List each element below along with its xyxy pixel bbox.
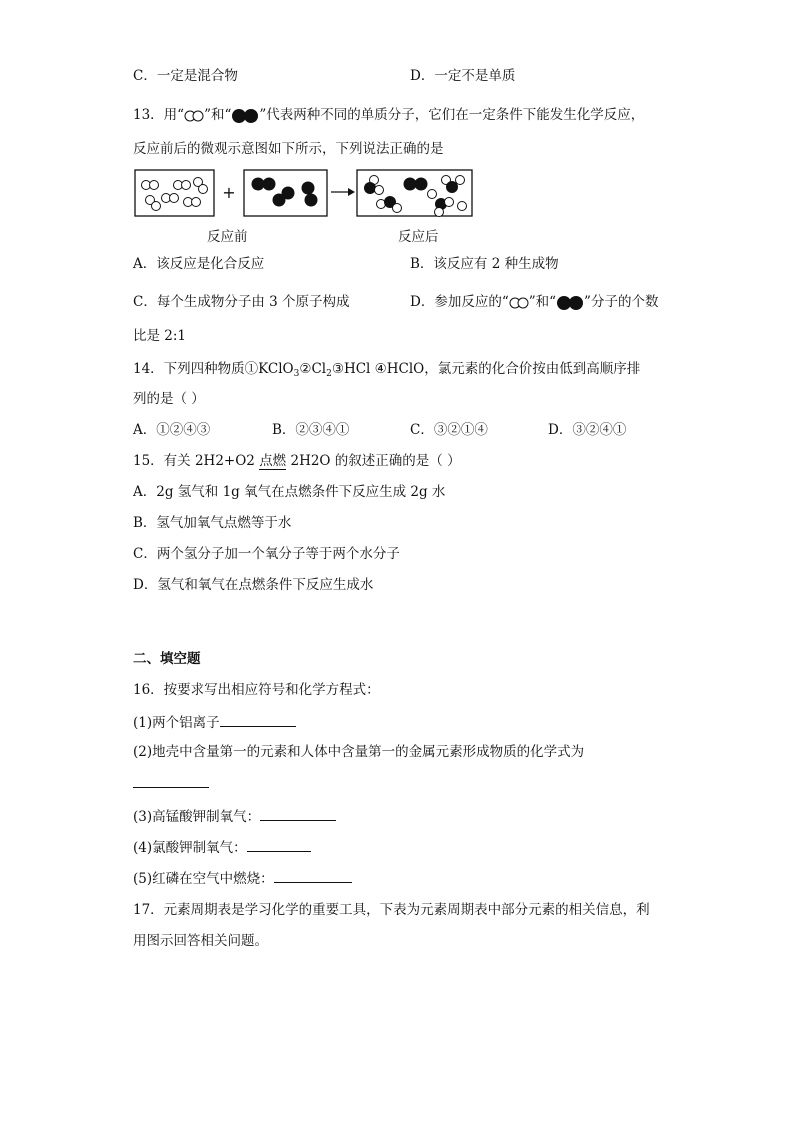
white-molecule-icon: [509, 297, 529, 309]
q13-stem-line2: 反应前后的微观示意图如下所示，下列说法正确的是: [133, 141, 444, 157]
q12-option-c: C．一定是混合物: [133, 68, 238, 84]
q15-option-a: A．2g 氢气和 1g 氧气在点燃条件下反应生成 2g 水: [133, 484, 446, 500]
label-before: 反应前: [207, 229, 248, 245]
q13-option-a: A．该反应是化合反应: [133, 256, 265, 272]
q14-stem-line2: 列的是（ ）: [133, 391, 205, 407]
black-molecule-icon: [556, 295, 584, 311]
q13-option-c: C．每个生成物分子由 3 个原子构成: [133, 294, 350, 310]
q16-part5: (5)红磷在空气中燃烧：: [133, 868, 352, 888]
q14-option-b: B．②③④①: [272, 422, 350, 438]
q16-part2: (2)地壳中含量第一的元素和人体中含量第一的金属元素形成物质的化学式为: [133, 744, 585, 760]
q13-option-d: D．参加反应的“ ”和“ ”分子的个数: [410, 294, 659, 310]
label-after: 反应后: [398, 229, 439, 245]
q13-option-b: B．该反应有 2 种生成物: [410, 256, 559, 272]
q16-part3: (3)高锰酸钾制氧气：: [133, 806, 336, 826]
plus-sign: +: [222, 183, 236, 202]
black-molecule-icon: [231, 108, 259, 124]
answer-blank-4[interactable]: [247, 837, 311, 852]
q14-option-a: A．①②④③: [133, 422, 211, 438]
section-title: 二、填空题: [133, 651, 201, 667]
q15-stem: 15．有关 2H2+O2 点燃 2H2O 的叙述正确的是（ ）: [133, 453, 461, 469]
q13-stem: 13．用“ ”和“ ”代表两种不同的单质分子，它们在一定条件下能发生化学反应，: [133, 107, 645, 123]
q16-part4: (4)氯酸钾制氧气：: [133, 837, 311, 857]
arrow-head: [348, 188, 355, 196]
q13-option-d-line2: 比是 2:1: [133, 328, 187, 344]
q16-stem: 16．按要求写出相应符号和化学方程式：: [133, 682, 380, 698]
q14-stem: 14．下列四种物质$①KClO_3②Cl_2③HCl$ ④HClO，氯元素的化合价按由低到高顺序排: [133, 361, 641, 379]
q15-option-c: C．两个氢分子加一个氧分子等于两个水分子: [133, 546, 400, 562]
white-molecule-icon: [184, 110, 204, 122]
q16-part1: (1)两个铝离子: [133, 712, 296, 732]
reaction-diagram: [134, 168, 474, 220]
q12-option-d: D．一定不是单质: [410, 68, 516, 84]
q15-option-d: D．氢气和氧气在点燃条件下反应生成水: [133, 577, 374, 593]
q14-option-d: D．③②④①: [548, 422, 627, 438]
q17-stem-line2: 用图示回答相关问题。: [133, 933, 268, 949]
q15-option-b: B．氢气加氧气点燃等于水: [133, 515, 292, 531]
q14-option-c: C．③②①④: [410, 422, 488, 438]
reaction-condition: 点燃: [259, 453, 287, 469]
answer-blank-2[interactable]: [133, 773, 209, 788]
answer-blank-1[interactable]: [220, 712, 296, 727]
answer-blank-5[interactable]: [274, 868, 352, 883]
q17-stem: 17．元素周期表是学习化学的重要工具，下表为元素周期表中部分元素的相关信息，利: [133, 902, 650, 918]
answer-blank-3[interactable]: [260, 806, 336, 821]
q16-part2-blank-line: [133, 773, 209, 793]
